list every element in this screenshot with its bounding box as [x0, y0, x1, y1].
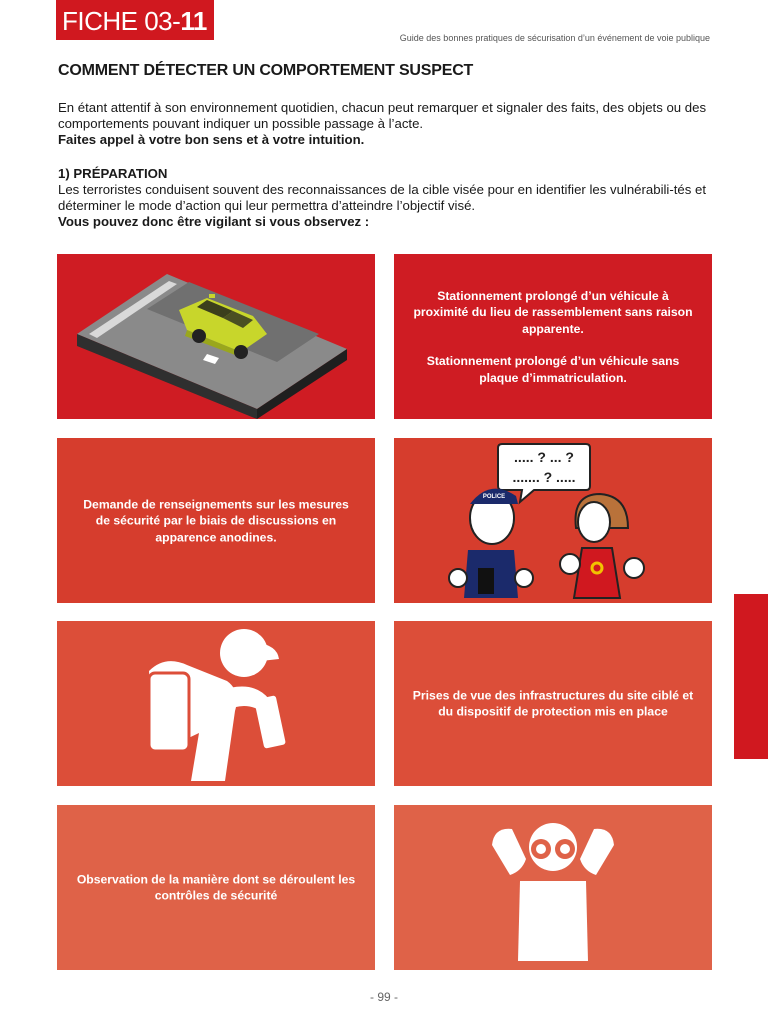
section-emphasis: Vous pouvez donc être vigilant si vous observez :	[58, 214, 370, 229]
section-text: Les terroristes conduisent souvent des reconnaissances de la cible visée pour en identifier les vulnérabili-tés et déterminer le mode d’action qui leur permettra d’atteindre l’objectif visé.	[58, 182, 707, 213]
card-vehicle-text	[394, 254, 712, 419]
parked-car-illustration	[57, 254, 375, 419]
card-info-request	[57, 438, 375, 603]
card-photo-figure	[57, 621, 375, 786]
fiche-label	[62, 6, 207, 36]
intro-block	[58, 100, 718, 148]
vehicle-text-2: Stationnement prolongé d’un véhicule sans plaque d’immatriculation.	[426, 353, 680, 385]
section-preparation	[58, 166, 718, 230]
intro-text: En étant attentif à son environnement quotidien, chacun peut remarquer et signaler des faits, des objets ou des comportements pouvant indiquer un possible passage à l’acte.	[58, 100, 707, 131]
card-conversation	[394, 438, 712, 603]
card-parked-car	[57, 254, 375, 419]
police-officer-conversation-illustration	[394, 438, 712, 603]
speech-bubble-icon	[498, 444, 590, 502]
intro-emphasis: Faites appel à votre bon sens et à votre intuition.	[58, 132, 365, 147]
section-heading: 1) PRÉPARATION	[58, 166, 168, 181]
person-with-binoculars-icon	[394, 805, 712, 970]
fiche-number: 11	[180, 6, 207, 36]
side-tab	[734, 594, 768, 759]
person-taking-photo-icon	[57, 621, 375, 786]
page-number: - 99 -	[369, 990, 398, 1004]
fiche-tab	[56, 0, 214, 40]
info-request-text: Demande de renseignements sur les mesures de sécurité par le biais de discussions en apparence anodines.	[83, 496, 349, 544]
fiche-prefix: FICHE 03-	[62, 6, 181, 36]
observation-text: Observation de la manière dont se déroulent les contrôles de sécurité	[76, 872, 356, 903]
speech-line-2: ....... ? .....	[512, 469, 576, 485]
police-officer-icon	[449, 489, 533, 598]
vehicle-text-block	[394, 287, 712, 386]
police-cap-label: POLICE	[482, 494, 506, 500]
page-title: COMMENT DÉTECTER UN COMPORTEMENT SUSPECT	[58, 62, 474, 79]
woman-icon	[560, 494, 644, 598]
card-observation-text	[57, 805, 375, 970]
speech-line-1: ..... ? ... ?	[514, 449, 574, 465]
card-binoculars-figure	[394, 805, 712, 970]
vehicle-text-1: Stationnement prolongé d’un véhicule à proximité du lieu de rassemblement sans raison apparente.	[413, 288, 693, 336]
guide-title: Guide des bonnes pratiques de sécurisation d’un événement de voie publique	[399, 33, 710, 43]
card-photo-text	[394, 621, 712, 786]
photo-text: Prises de vue des infrastructures du site ciblé et du dispositif de protection mis en place	[412, 688, 694, 719]
